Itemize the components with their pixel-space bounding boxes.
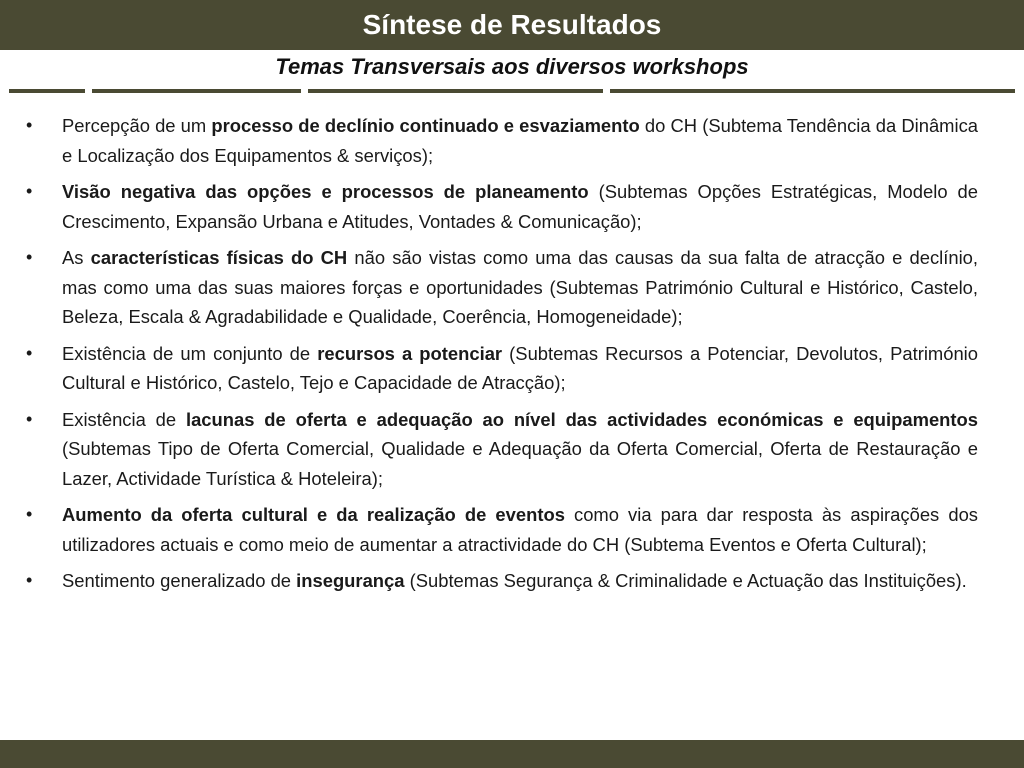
- bullet-icon: •: [26, 408, 33, 429]
- list-item: • Existência de um conjunto de recursos a potenciar (Subtemas Recursos a Potenciar, Devolutos, Património Cultural e Histórico, Castelo, Tejo e Capacidade de Atracção);: [24, 339, 978, 398]
- bullet-icon: •: [26, 342, 33, 363]
- list-item: • Aumento da oferta cultural e da realização de eventos como via para dar resposta às aspirações dos utilizadores actuais e como meio de aumentar a atractividade do CH (Subtema Eventos e Oferta Cultural);: [24, 500, 978, 559]
- content-area: [24, 111, 978, 603]
- bullet-icon: •: [26, 115, 33, 135]
- list-item: • Percepção de um processo de declínio continuado e esvaziamento do CH (Subtema Tendência da Dinâmica e Localização dos Equipamentos & serviços);: [24, 111, 978, 170]
- footer-bar: [0, 740, 1024, 768]
- divider-segment-3: [308, 89, 603, 93]
- bullet-list: [24, 111, 978, 596]
- divider-segment-4: [610, 89, 1015, 93]
- page-title: Síntese de Resultados: [362, 9, 662, 40]
- divider-segment-2: [92, 89, 301, 93]
- list-item: • As características físicas do CH não são vistas como uma das causas da sua falta de atracção e declínio, mas como uma das suas maiores forças e oportunidades (Subtemas Património Cultural e Histórico, Castelo, Beleza, Escala & Agradabilidade e Qualidade, Coerência, Homogeneidade);: [24, 243, 978, 332]
- bullet-icon: •: [26, 570, 33, 590]
- divider-segment-1: [9, 89, 85, 93]
- list-item: • Visão negativa das opções e processos de planeamento (Subtemas Opções Estratégicas, Modelo de Crescimento, Expansão Urbana e Atitudes, Vontades & Comunicação);: [24, 177, 978, 236]
- title-bar: [0, 0, 1024, 50]
- list-item: • Sentimento generalizado de insegurança (Subtemas Segurança & Criminalidade e Actuação das Instituições).: [24, 566, 978, 596]
- bullet-icon: •: [26, 181, 33, 201]
- list-item: • Existência de lacunas de oferta e adequação ao nível das actividades económicas e equipamentos (Subtemas Tipo de Oferta Comercial, Qualidade e Adequação da Oferta Comercial, Oferta de Restauração e Lazer, Actividade Turística & Hoteleira);: [24, 405, 978, 494]
- page-subtitle: Temas Transversais aos diversos workshops: [275, 54, 749, 79]
- bullet-icon: •: [26, 504, 33, 524]
- bullet-icon: •: [26, 247, 33, 267]
